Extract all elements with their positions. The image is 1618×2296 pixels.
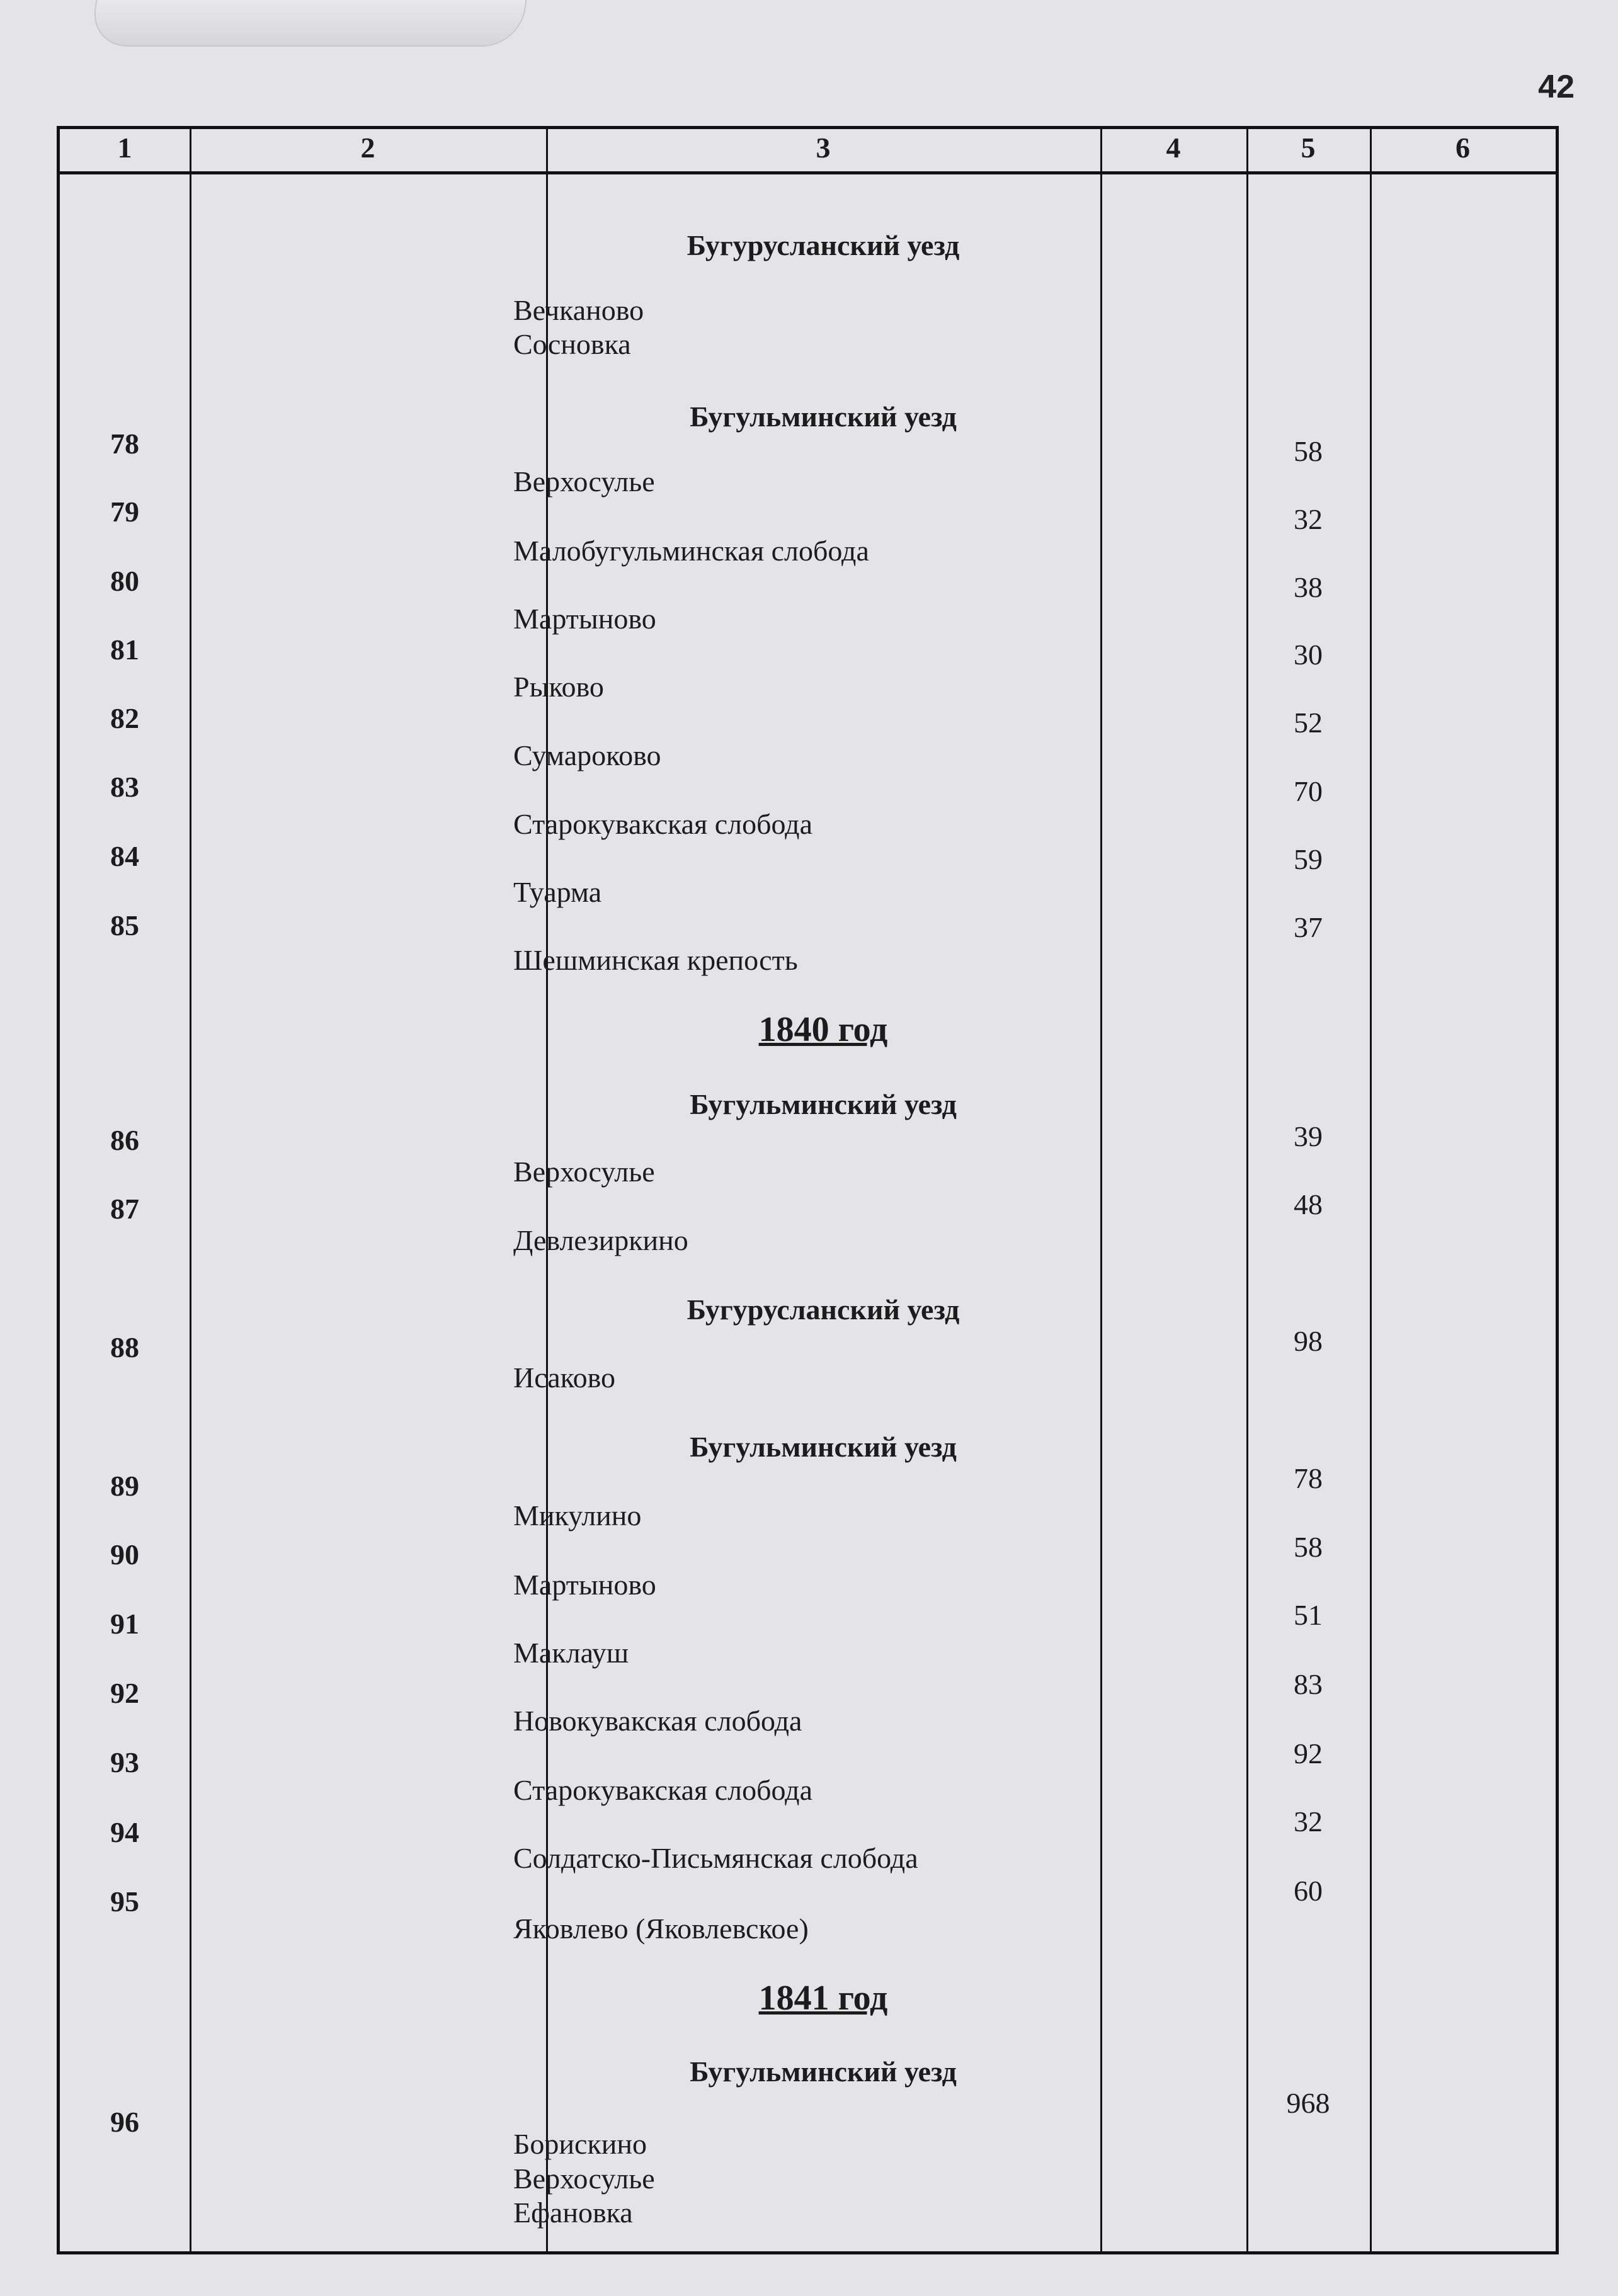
count-value: 48 bbox=[1294, 1188, 1323, 1220]
settlement-name: Мартыново bbox=[513, 1569, 656, 1601]
settlement-name: Старокувакская слобода bbox=[513, 808, 813, 840]
settlement-name: Микулино bbox=[513, 1499, 642, 1532]
settlement-name: Верхосулье bbox=[513, 2162, 655, 2195]
count-value: 32 bbox=[1294, 503, 1323, 535]
entry-number: 88 bbox=[110, 1331, 139, 1363]
entry-number: 96 bbox=[110, 2106, 139, 2138]
entry-number: 85 bbox=[110, 909, 139, 941]
entry-number: 87 bbox=[110, 1193, 139, 1225]
entry-number: 92 bbox=[110, 1677, 139, 1709]
table-header bbox=[60, 129, 1556, 174]
column-divider bbox=[190, 129, 191, 2251]
settlement-name: Шешминская крепость bbox=[513, 944, 798, 976]
settlement-name: Вечканово bbox=[513, 294, 644, 326]
count-value: 51 bbox=[1294, 1599, 1323, 1631]
settlement-name: Верхосулье bbox=[513, 465, 655, 497]
count-value: 59 bbox=[1294, 843, 1323, 875]
column-header-3: 3 bbox=[816, 132, 831, 164]
count-value: 30 bbox=[1294, 639, 1323, 671]
settlement-name: Девлезиркино bbox=[513, 1224, 688, 1256]
count-value: 52 bbox=[1294, 707, 1323, 739]
settlement-name: Ефановка bbox=[513, 2197, 633, 2229]
count-value: 38 bbox=[1294, 571, 1323, 603]
year-heading: 1840 год bbox=[758, 1010, 888, 1049]
entry-number: 83 bbox=[110, 771, 139, 803]
count-value: 39 bbox=[1294, 1120, 1323, 1152]
entry-number: 84 bbox=[110, 840, 139, 872]
district-heading: Бугульминский уезд bbox=[690, 2055, 957, 2088]
entry-number: 80 bbox=[110, 565, 139, 597]
count-value: 58 bbox=[1294, 1531, 1323, 1563]
settlement-name: Новокувакская слобода bbox=[513, 1705, 802, 1737]
district-heading: Бугурусланский уезд bbox=[687, 229, 960, 261]
column-header-5: 5 bbox=[1301, 132, 1316, 164]
entry-number: 79 bbox=[110, 496, 139, 528]
settlement-name: Верхосулье bbox=[513, 1156, 655, 1188]
year-heading: 1841 год bbox=[758, 1979, 888, 2018]
entry-number: 91 bbox=[110, 1608, 139, 1640]
count-value: 70 bbox=[1294, 775, 1323, 807]
column-header-2: 2 bbox=[360, 132, 375, 164]
settlement-name: Рыково bbox=[513, 671, 604, 703]
count-value: 968 bbox=[1286, 2087, 1330, 2119]
count-value: 92 bbox=[1294, 1737, 1323, 1770]
district-heading: Бугульминский уезд bbox=[690, 401, 957, 433]
register-table bbox=[57, 126, 1559, 2254]
settlement-name: Малобугульминская слобода bbox=[513, 535, 869, 567]
entry-number: 93 bbox=[110, 1746, 139, 1778]
district-heading: Бугульминский уезд bbox=[690, 1088, 957, 1120]
district-heading: Бугульминский уезд bbox=[690, 1431, 957, 1463]
entry-number: 95 bbox=[110, 1885, 139, 1918]
page-number: 42 bbox=[1538, 69, 1575, 105]
count-value: 58 bbox=[1294, 435, 1323, 467]
entry-number: 78 bbox=[110, 428, 139, 460]
settlement-name: Туарма bbox=[513, 876, 602, 908]
district-heading: Бугурусланский уезд bbox=[687, 1293, 960, 1326]
settlement-name: Яковлево (Яковлевское) bbox=[513, 1912, 809, 1945]
entry-number: 89 bbox=[110, 1470, 139, 1502]
count-value: 98 bbox=[1294, 1325, 1323, 1357]
count-value: 60 bbox=[1294, 1875, 1323, 1907]
column-header-6: 6 bbox=[1456, 132, 1470, 164]
settlement-name: Солдатско-Письмянская слобода bbox=[513, 1842, 918, 1874]
count-value: 83 bbox=[1294, 1668, 1323, 1700]
settlement-name: Старокувакская слобода bbox=[513, 1774, 813, 1806]
folder-tab-decoration bbox=[89, 0, 530, 47]
count-value: 37 bbox=[1294, 911, 1323, 943]
settlement-name: Исаково bbox=[513, 1361, 616, 1394]
settlement-name: Борискино bbox=[513, 2128, 647, 2160]
entry-number: 94 bbox=[110, 1816, 139, 1848]
entry-number: 90 bbox=[110, 1538, 139, 1571]
column-divider bbox=[1100, 129, 1102, 2251]
count-value: 78 bbox=[1294, 1462, 1323, 1494]
settlement-name: Сосновка bbox=[513, 328, 631, 360]
entry-number: 81 bbox=[110, 634, 139, 666]
entry-number: 82 bbox=[110, 702, 139, 734]
column-header-4: 4 bbox=[1166, 132, 1181, 164]
settlement-name: Мартыново bbox=[513, 603, 656, 635]
count-value: 32 bbox=[1294, 1805, 1323, 1838]
column-header-1: 1 bbox=[117, 132, 132, 164]
settlement-name: Сумароково bbox=[513, 739, 661, 771]
settlement-name: Маклауш bbox=[513, 1637, 629, 1669]
entry-number: 86 bbox=[110, 1124, 139, 1156]
column-divider bbox=[1370, 129, 1372, 2251]
